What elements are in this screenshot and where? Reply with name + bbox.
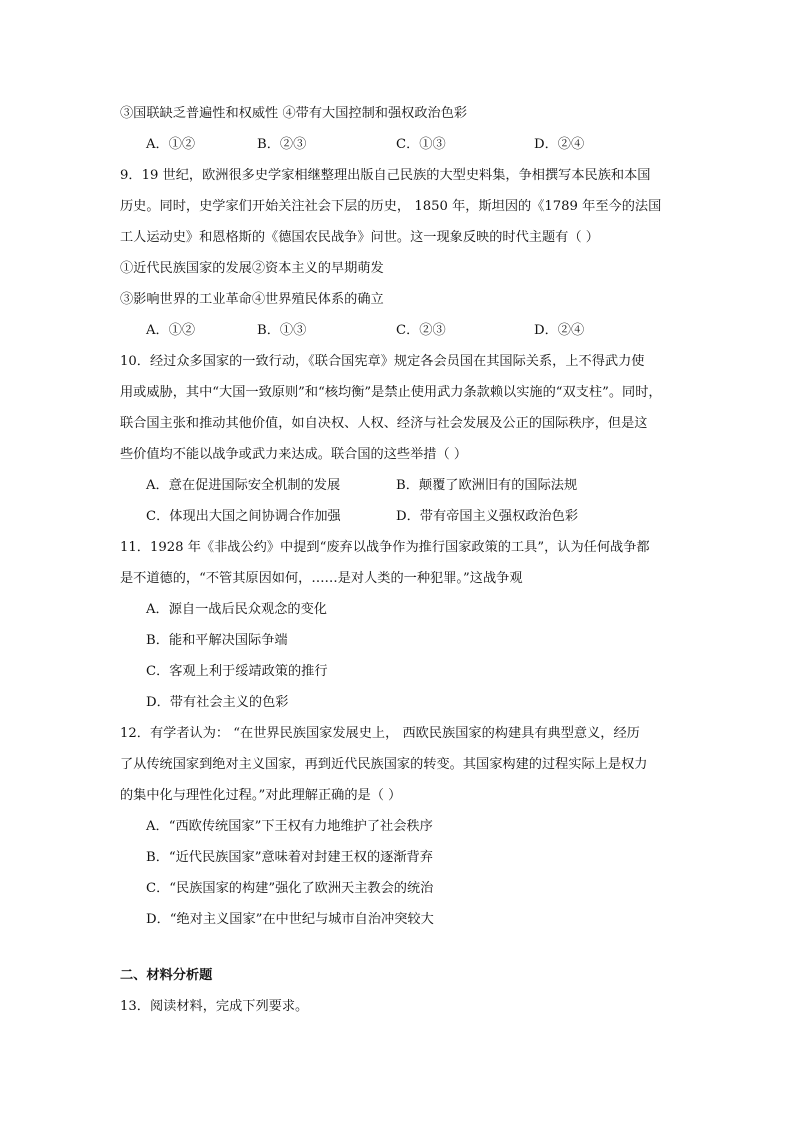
q12-stem-line: 的集中化与理性化过程。”对此理解正确的是（ ） bbox=[120, 788, 402, 803]
q8-options bbox=[120, 129, 680, 160]
q12-stem-line: 12．有学者认为： “在世界民族国家发展史上， 西欧民族国家的构建具有典型意义，经历 bbox=[120, 726, 640, 741]
q10-stem-line: 些价值均不能以战争或武力来达成。联合国的这些举措（ ） bbox=[120, 447, 468, 462]
q8-option-b[interactable]: B．②③ bbox=[257, 137, 307, 152]
q9-option-b[interactable]: B．①③ bbox=[257, 323, 307, 338]
q9-stem-line: 9．19 世纪，欧洲很多史学家相继整理出版自己民族的大型史料集，争相撰写本民族和本国 bbox=[120, 168, 651, 183]
q12-option-d[interactable]: D．“绝对主义国家”在中世纪与城市自治冲突较大 bbox=[146, 912, 434, 927]
q8-statement-line: ③国联缺乏普遍性和权威性 ④带有大国控制和强权政治色彩 bbox=[120, 106, 468, 121]
q10-options-row-2 bbox=[120, 501, 680, 532]
q9-option-a[interactable]: A．①② bbox=[146, 323, 196, 338]
q8-option-a[interactable]: A．①② bbox=[146, 137, 196, 152]
q11-stem-line: 是不道德的，“不管其原因如何，……是对人类的一种犯罪。”这战争观 bbox=[120, 571, 523, 586]
section-gap bbox=[120, 935, 680, 961]
q12-stem-line: 了从传统国家到绝对主义国家，再到近代民族国家的转变。其国家构建的过程实际上是权力 bbox=[120, 757, 648, 772]
q11-option-b[interactable]: B．能和平解决国际争端 bbox=[146, 633, 288, 648]
exam-page bbox=[120, 98, 680, 1022]
q9-stem-line: 工人运动史》和恩格斯的《德国农民战争》问世。这一现象反映的时代主题有（ ） bbox=[120, 230, 599, 245]
q9-statement-line: ③影响世界的工业革命④世界殖民体系的确立 bbox=[120, 292, 384, 307]
q10-stem-line: 用或威胁，其中“大国一致原则”和“核均衡”是禁止使用武力条款赖以实施的“双支柱”。同时， bbox=[120, 385, 662, 400]
q8-option-c[interactable]: C．①③ bbox=[396, 137, 446, 152]
q9-statement-line: ①近代民族国家的发展②资本主义的早期萌发 bbox=[120, 261, 384, 276]
q9-option-d[interactable]: D．②④ bbox=[534, 323, 585, 338]
q11-option-c[interactable]: C．客观上利于绥靖政策的推行 bbox=[146, 664, 328, 679]
q9-option-c[interactable]: C．②③ bbox=[396, 323, 446, 338]
q10-stem-line: 10．经过众多国家的一致行动，《联合国宪章》规定各会员国在其国际关系，上不得武力使 bbox=[120, 354, 645, 369]
q10-option-c[interactable]: C．体现出大国之间协调合作加强 bbox=[146, 509, 341, 524]
q13-stem: 13．阅读材料，完成下列要求。 bbox=[120, 999, 309, 1014]
q10-option-d[interactable]: D．带有帝国主义强权政治色彩 bbox=[396, 509, 579, 524]
q12-option-c[interactable]: C．“民族国家的构建”强化了欧洲天主教会的统治 bbox=[146, 881, 434, 896]
q10-stem-line: 联合国主张和推动其他价值，如自决权、人权、经济与社会发展及公正的国际秩序，但是这 bbox=[120, 416, 648, 431]
q9-stem-line: 历史。同时，史学家们开始关注社会下层的历史， 1850 年，斯坦因的《1789 年至今的法国 bbox=[120, 199, 662, 214]
q11-stem-line: 11．1928 年《非战公约》中提到“废弃以战争作为推行国家政策的工具”，认为任何战争都 bbox=[120, 540, 650, 555]
q11-option-d[interactable]: D．带有社会主义的色彩 bbox=[146, 695, 289, 710]
q9-options bbox=[120, 315, 680, 346]
q12-option-a[interactable]: A．“西欧传统国家”下王权有力地维护了社会秩序 bbox=[146, 819, 433, 834]
q10-option-a[interactable]: A．意在促进国际安全机制的发展 bbox=[146, 478, 341, 493]
q8-option-d[interactable]: D．②④ bbox=[534, 137, 585, 152]
q12-option-b[interactable]: B．“近代民族国家”意味着对封建王权的逐渐背弃 bbox=[146, 850, 433, 865]
section-title: 二、材料分析题 bbox=[120, 968, 213, 983]
q10-options-row-1 bbox=[120, 470, 680, 501]
q11-option-a[interactable]: A．源自一战后民众观念的变化 bbox=[146, 602, 327, 617]
q10-option-b[interactable]: B．颠覆了欧洲旧有的国际法规 bbox=[396, 478, 578, 493]
